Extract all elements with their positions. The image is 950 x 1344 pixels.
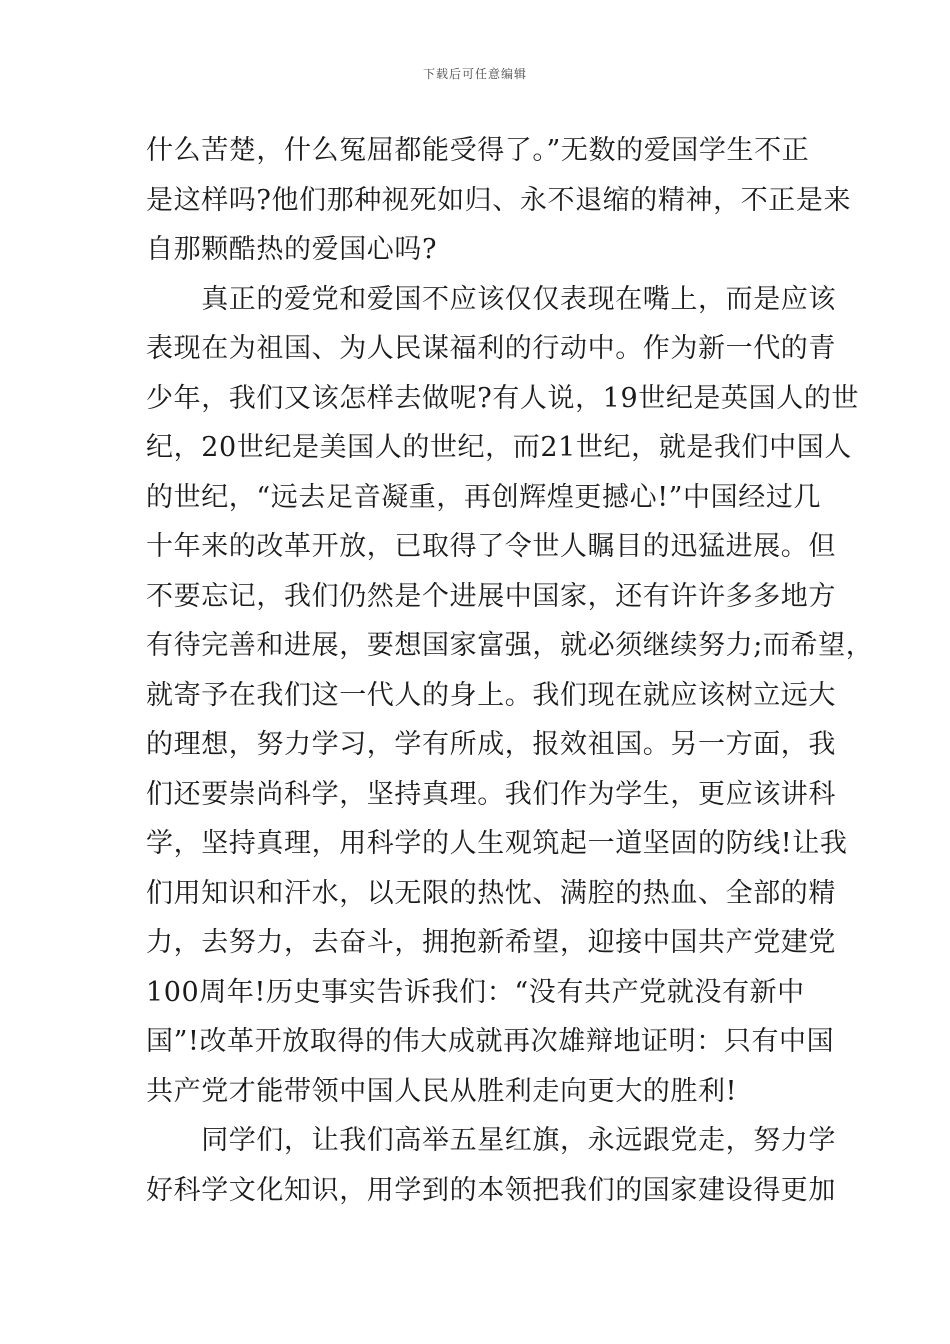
text-line: 自那颗酷热的爱国心吗? — [146, 234, 438, 265]
text-line: 的世纪，“远去足音凝重，再创辉煌更撼心!”中国经过几 — [146, 481, 822, 513]
text-line: 的理想，努力学习，学有所成，报效祖国。另一方面，我 — [146, 729, 836, 760]
text-line: 纪，20世纪是美国人的世纪，而21世纪，就是我们中国人 — [146, 432, 852, 463]
text-line: 十年来的改革开放，已取得了令世人瞩目的迅猛进展。但 — [146, 531, 836, 562]
text-line: 学，坚持真理，用科学的人生观筑起一道坚固的防线!让我 — [146, 828, 848, 859]
text-line: 是这样吗?他们那种视死如归、永不退缩的精神，不正是来 — [146, 184, 852, 216]
text-line: 真正的爱党和爱国不应该仅仅表现在嘴上，而是应该 — [146, 283, 836, 315]
text-line: 100周年!历史事实告诉我们：“没有共产党就没有新中 — [146, 976, 805, 1008]
page-header: 下载后可任意编辑 — [422, 67, 527, 81]
text-line: 有待完善和进展，要想国家富强，就必须继续努力;而希望， — [146, 630, 874, 661]
text-line: 好科学文化知识，用学到的本领把我们的国家建设得更加 — [146, 1174, 836, 1206]
body-text — [146, 126, 874, 1215]
text-line: 们还要崇尚科学，坚持真理。我们作为学生，更应该讲科 — [146, 778, 836, 810]
text-line: 少年，我们又该怎样去做呢?有人说，19世纪是英国人的世 — [146, 382, 860, 414]
text-line: 表现在为祖国、为人民谋福利的行动中。作为新一代的青 — [146, 333, 836, 364]
text-line: 共产党才能带领中国人民从胜利走向更大的胜利! — [146, 1075, 738, 1107]
text-line: 同学们，让我们高举五星红旗，永远跟党走，努力学 — [146, 1125, 836, 1156]
text-line: 力，去努力，去奋斗，拥抱新希望，迎接中国共产党建党 — [146, 927, 836, 958]
text-line: 不要忘记，我们仍然是个进展中国家，还有许许多多地方 — [146, 580, 836, 612]
text-line: 们用知识和汗水，以无限的热忱、满腔的热血、全部的精 — [146, 877, 836, 909]
text-line: 国”!改革开放取得的伟大成就再次雄辩地证明：只有中国 — [146, 1026, 835, 1057]
text-line: 什么苦楚，什么冤屈都能受得了。”无数的爱国学生不正 — [146, 135, 810, 166]
text-line: 就寄予在我们这一代人的身上。我们现在就应该树立远大 — [146, 679, 836, 711]
